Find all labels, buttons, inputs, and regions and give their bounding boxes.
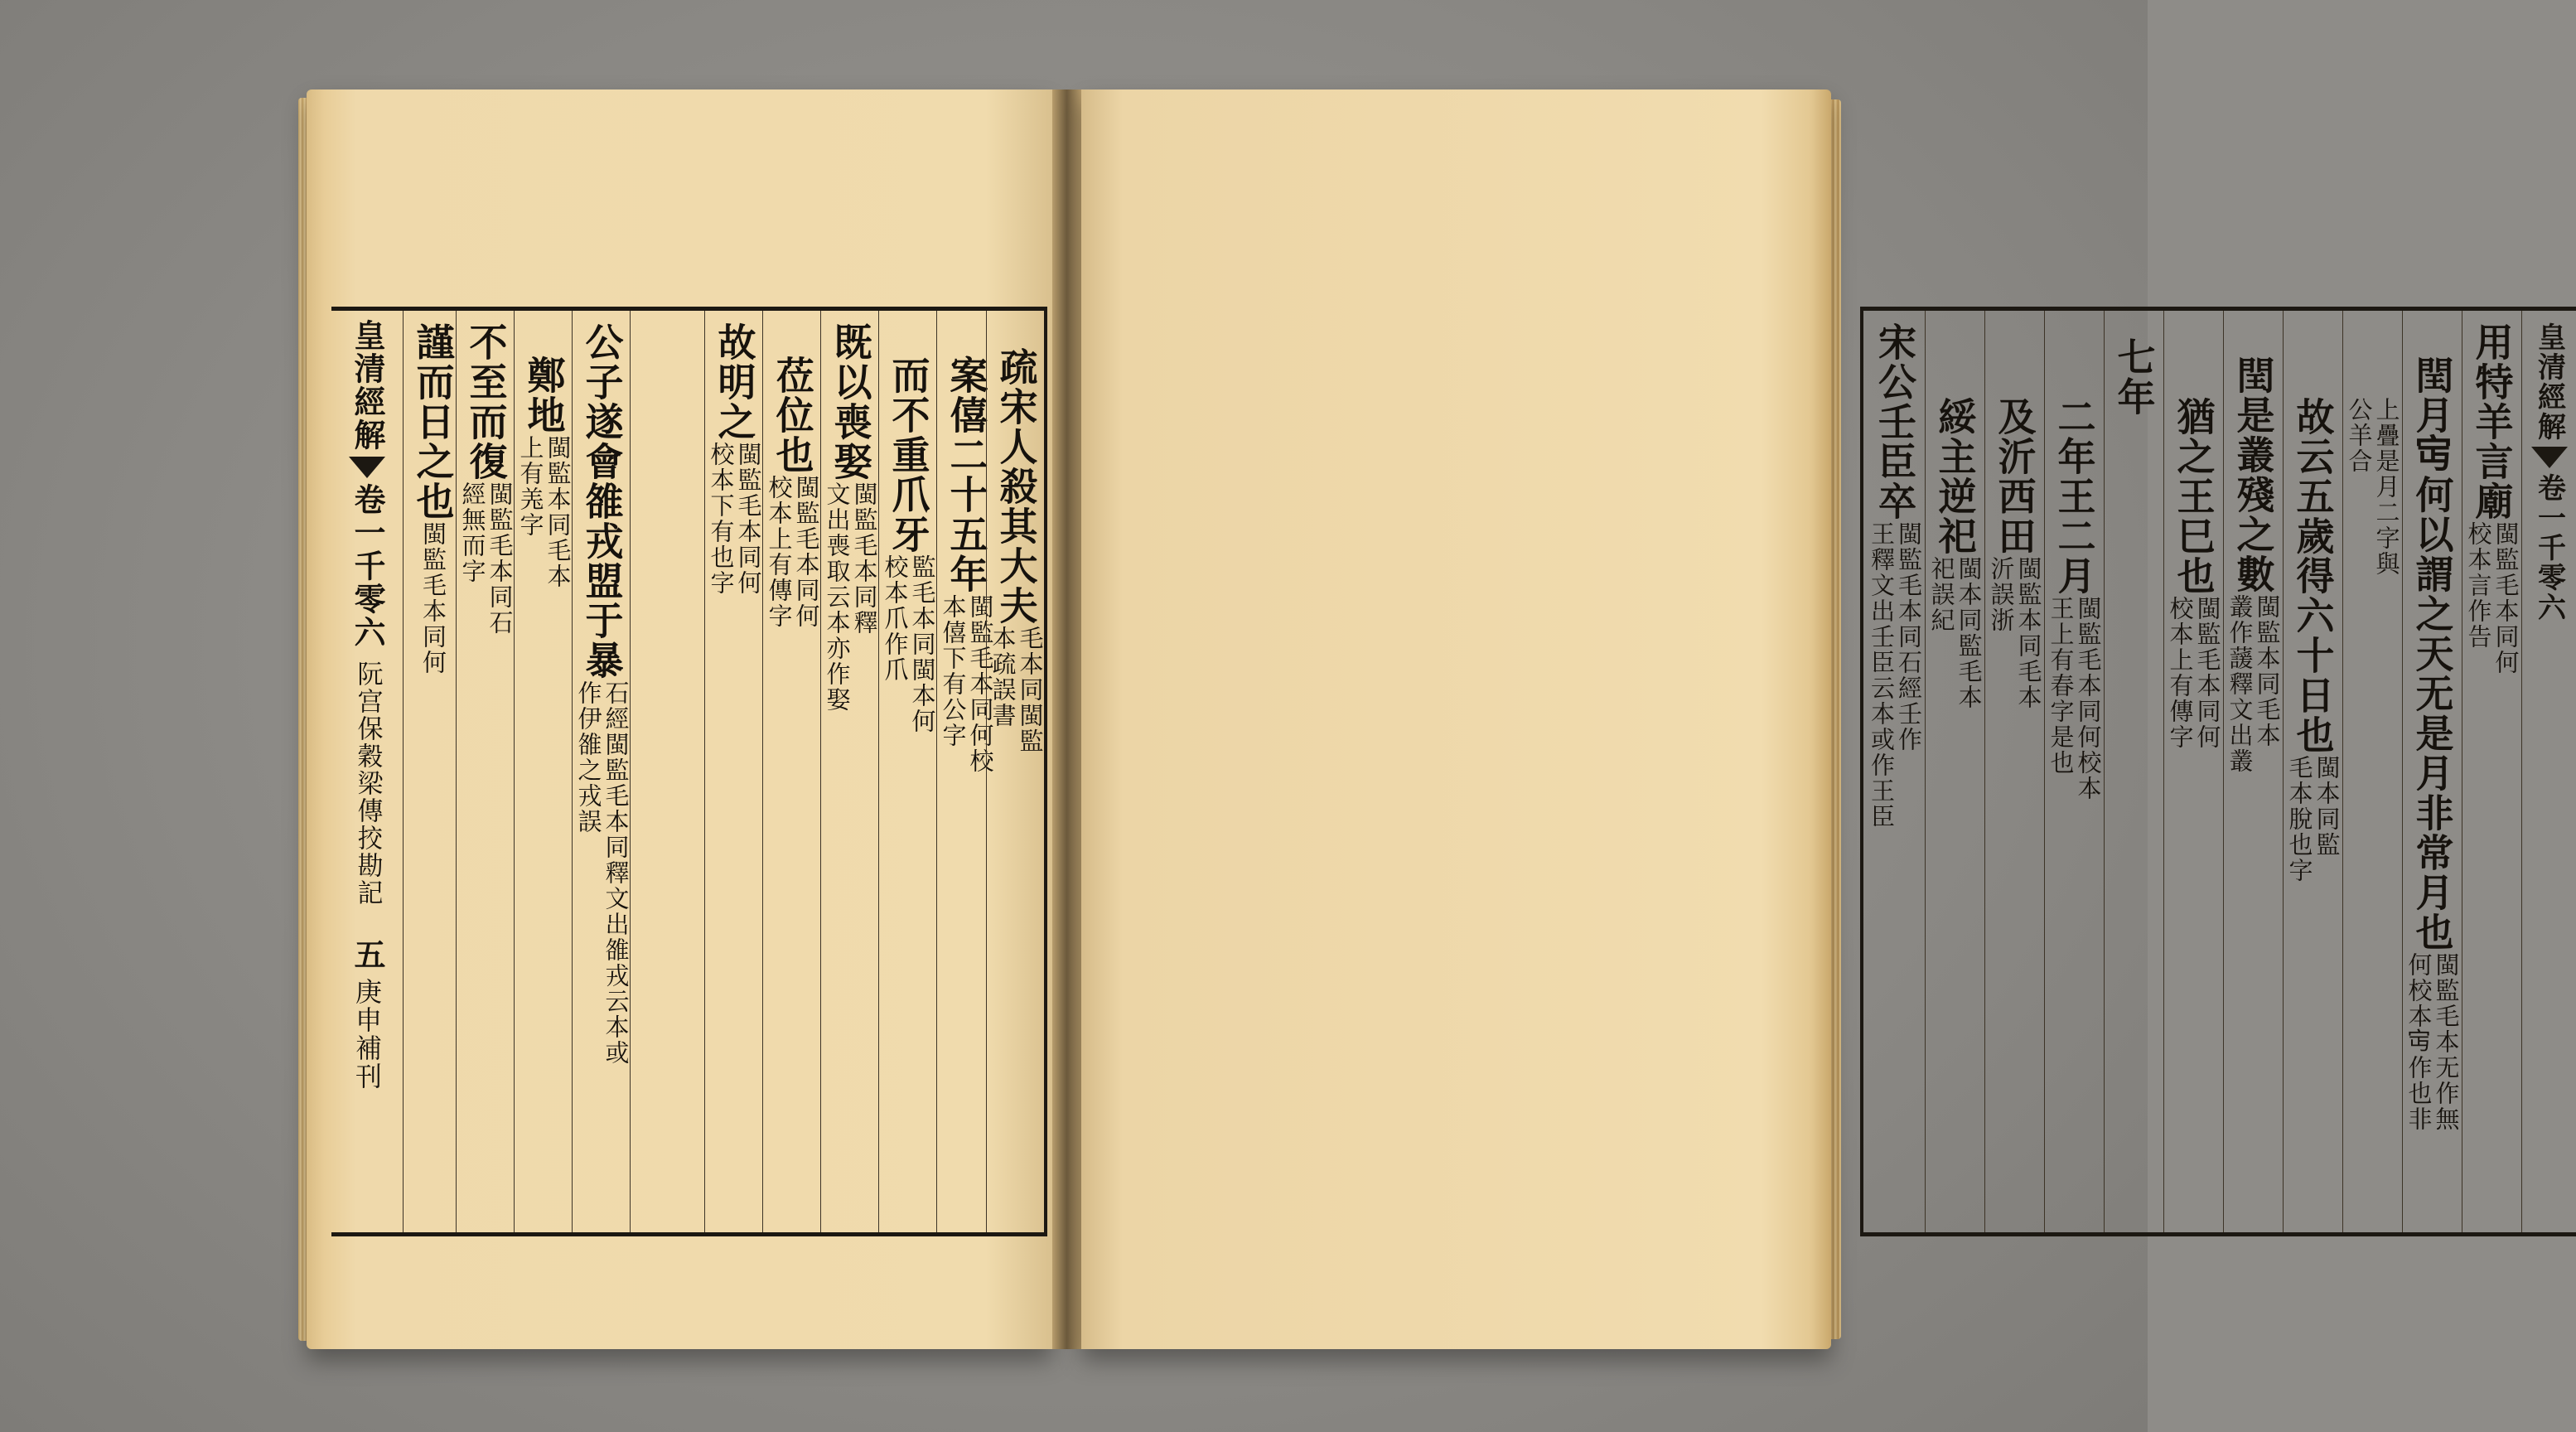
annotation-line: 上有𦍑字 — [516, 435, 545, 538]
main-text: 鄭地 — [521, 356, 567, 435]
main-text: 宋公壬臣卒 — [1873, 322, 1917, 521]
annotation-line: 閩監毛本同石 — [486, 481, 515, 636]
main-text: 猶之王巳也 — [2171, 397, 2216, 596]
annotation-line: 閩監毛本同何 — [419, 521, 447, 675]
fishtail-mark — [2531, 447, 2568, 468]
text-column — [704, 311, 764, 1232]
annotation-line: 校本上有傳字 — [2166, 596, 2195, 750]
main-text: 故云五歲得六十日也 — [2290, 397, 2336, 755]
text-column — [403, 311, 462, 1232]
text-column — [572, 311, 631, 1232]
text-column — [630, 311, 713, 1232]
annotation-line: 王釋文出壬臣云本或作王臣 — [1868, 521, 1896, 830]
annotation-line: 校本上有傳字 — [765, 475, 794, 629]
annotation — [825, 481, 877, 713]
main-text: 既以喪娶 — [828, 322, 873, 481]
book-gutter — [1052, 90, 1081, 1349]
annotation — [709, 442, 761, 596]
annotation — [2226, 594, 2282, 774]
main-text: 謹而日之也 — [410, 322, 456, 521]
annotation-line: 石經閩監毛本同釋文出雒戎云本或 — [602, 680, 631, 1066]
text-column — [2342, 311, 2402, 1232]
annotation — [1989, 556, 2041, 710]
annotation-line: 閩監毛本同何 — [792, 475, 821, 629]
annotation — [2168, 596, 2220, 750]
right-margin-column — [2521, 311, 2576, 1232]
margin-title: 皇清經解 — [349, 319, 386, 452]
annotation — [2047, 596, 2103, 801]
right-page — [1081, 90, 2566, 1349]
main-text: 用特羊言廟 — [2469, 322, 2515, 521]
left-text-frame — [331, 307, 1047, 1236]
annotation — [941, 594, 993, 774]
annotation-line: 祀誤紀 — [1927, 556, 1956, 633]
text-column — [2223, 311, 2283, 1232]
text-column — [2462, 311, 2521, 1232]
text-column — [456, 311, 515, 1232]
text-column — [762, 311, 822, 1232]
annotation-line: 校本下有也字 — [707, 442, 736, 596]
annotation-line: 閩監毛本同何校本 — [2074, 596, 2103, 801]
annotation — [2404, 952, 2461, 1132]
main-text: 二年王二月 — [2052, 397, 2097, 596]
margin-volume: 卷一千零六 — [2532, 473, 2566, 622]
annotation-line: 毛本脫也字 — [2285, 755, 2314, 883]
text-column — [1984, 311, 2044, 1232]
annotation-line: 作伊雒之戎誤 — [574, 680, 603, 835]
annotation — [2285, 755, 2342, 883]
text-column — [2402, 311, 2462, 1232]
right-text-frame — [1860, 307, 2576, 1236]
annotation-line: 閩本同監毛本 — [1955, 556, 1984, 710]
annotation-line: 本僖下有公字 — [939, 594, 968, 748]
annotation-line: 閩監毛本无作無 — [2432, 952, 2461, 1132]
text-column — [2163, 311, 2223, 1232]
main-text: 而不重爪牙 — [886, 356, 931, 554]
annotation — [458, 481, 515, 636]
annotation — [2464, 521, 2520, 675]
annotation — [1927, 556, 1984, 710]
annotation-line: 文出喪取云本亦作娶 — [823, 481, 852, 713]
annotation — [767, 475, 819, 629]
annotation — [1869, 521, 1921, 830]
annotation — [516, 435, 573, 589]
text-column — [1925, 311, 1984, 1232]
annotation-line: 閩監毛本同何 — [2193, 596, 2222, 750]
annotation-line: 閩本同監 — [2313, 755, 2342, 858]
annotation — [421, 521, 445, 675]
annotation-line: 本疏誤書 — [988, 626, 1017, 728]
left-page — [307, 90, 1052, 1349]
main-text: 綏主逆祀 — [1932, 397, 1978, 556]
annotation-line: 毛本同閩監 — [1016, 626, 1045, 754]
annotation-line: 閩監毛本同釋 — [850, 481, 879, 636]
annotation-line: 校本言作告 — [2464, 521, 2493, 650]
annotation-line: 監毛本同閩本何 — [908, 554, 937, 734]
text-column — [2104, 311, 2163, 1232]
text-column — [878, 311, 938, 1232]
annotation-line: 叢作蘐釋文出叢 — [2226, 594, 2255, 774]
main-text: 閏月𡧍何以謂之天无是月非常月也 — [2409, 356, 2455, 952]
open-book — [307, 90, 2566, 1349]
margin-volume: 卷一千零六 — [349, 483, 386, 649]
annotation — [988, 626, 1045, 754]
annotation-line: 閩監毛本同石經壬作 — [1895, 521, 1923, 752]
margin-subtitle: 阮宫保穀梁傳挍勘記 — [352, 660, 383, 907]
annotation — [574, 680, 631, 1066]
main-text: 莅位也 — [770, 356, 815, 475]
annotation — [883, 554, 935, 734]
annotation-line: 上疊是月二字與 — [2372, 397, 2401, 577]
annotation-line: 閩監本同毛本 — [2014, 556, 2043, 710]
annotation — [2347, 397, 2399, 577]
main-text: 案僖二十五年 — [944, 356, 989, 594]
annotation-line: 閩監毛本同何 — [734, 442, 763, 596]
annotation-line: 閩監本同毛本 — [544, 435, 573, 589]
left-margin-column — [331, 311, 403, 1232]
main-text: 七年 — [2111, 337, 2157, 417]
annotation-line: 校本爪作爪 — [881, 554, 910, 683]
fishtail-mark — [349, 457, 385, 478]
annotation-line: 王上有春字是也 — [2047, 596, 2076, 776]
annotation-line: 公羊合 — [2345, 397, 2374, 474]
text-column — [514, 311, 573, 1232]
annotation-line: 閩監毛本同何校 — [966, 594, 995, 774]
margin-footer: 庚申補刊 — [351, 978, 383, 1091]
margin-title: 皇清經解 — [2532, 322, 2566, 442]
text-column — [1865, 311, 1925, 1232]
text-column — [2044, 311, 2104, 1232]
annotation-line: 閩監毛本同何 — [2491, 521, 2520, 675]
main-text: 疏宋人殺其大夫 — [993, 347, 1039, 626]
annotation-line: 沂誤浙 — [1987, 556, 2016, 633]
text-column — [820, 311, 880, 1232]
main-text: 故明之 — [712, 322, 757, 442]
main-text: 閏是叢殘之數 — [2230, 356, 2276, 594]
text-column — [2283, 311, 2342, 1232]
main-text: 公子遂會雒戎盟于暴 — [579, 322, 625, 680]
main-text: 不至而復 — [463, 322, 509, 481]
annotation-line: 經無而字 — [458, 481, 487, 584]
main-text: 及沂西田 — [1992, 397, 2037, 556]
annotation-line: 何校本𡧍作也非 — [2404, 952, 2433, 1132]
margin-page-number: 五 — [349, 938, 386, 971]
text-column — [986, 311, 1046, 1232]
annotation-line: 閩監本同毛本 — [2253, 594, 2282, 748]
